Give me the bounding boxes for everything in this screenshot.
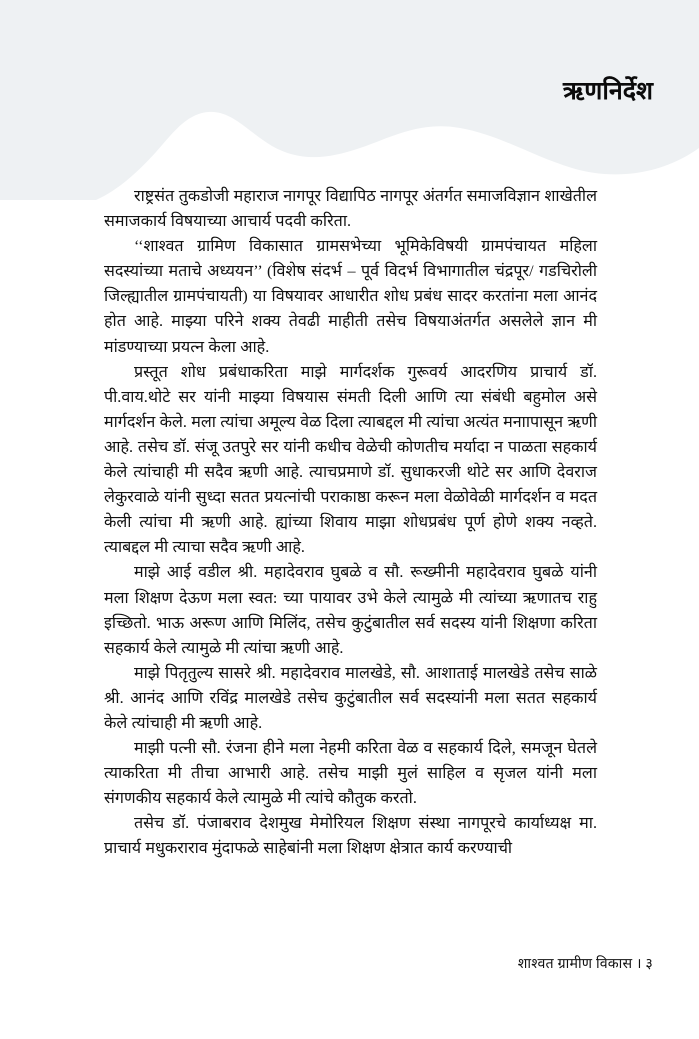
paragraph: तसेच डॉ. पंजाबराव देशमुख मेमोरियल शिक्षण संस्था नागपूरचे कार्याध्यक्ष मा. प्राचार्य मधुकराराव मुंदाफळे साहेबांनी मला शिक्षण क्षेत्रात कार्य करण्याची	[104, 815, 597, 858]
page-footer: शाश्वत ग्रामीण विकास । ३	[517, 956, 653, 972]
body-content	[104, 184, 597, 862]
paragraph: माझे आई वडील श्री. महादेवराव घुबळे व सौ. रूख्मीनी महादेवराव घुबळे यांनी मला शिक्षण देऊण मला स्वत: च्या पायावर उभे केले त्यामुळे मी त्यांच्या ऋणातच राहु इच्छितो. भाऊ अरूण आणि मिलिंद, तसेच कुटुंबातील सर्व सदस्य यांनी शिक्षणा करिता सहकार्य केले त्यामुळे मी त्यांचा ऋणी आहे.	[104, 564, 597, 657]
paragraph: प्रस्तूत शोध प्रबंधाकरिता माझे मार्गदर्शक गुरूवर्य आदरणिय प्राचार्य डॉ. पी.वाय.थोटे सर यांनी माझ्या विषयास संमती दिली आणि त्या संबंधी बहुमोल असे मार्गदर्शन केले. मला त्यांचा अमूल्य वेळ दिला त्याबद्दल मी त्यांचा अत्यंत मनाापासून ऋणी आहे. तसेच डॉ. संजू उतपुरे सर यांनी कधीच वेळेची कोणतीच मर्यादा न पाळता सहकार्य केले त्यांचाही मी सदैव ऋणी आहे. त्याचप्रमाणे डॉ. सुधाकरजी थोटे सर आणि देवराज लेकुरवाळे यांनी सुध्दा सतत प्रयत्नांची पराकाष्ठा करून मला वेळोवेळी मार्गदर्शन व मदत केली त्यांचा मी ऋणी आहे. ह्यांच्या शिवाय माझा शोधप्रबंध पूर्ण होणे शक्य नव्हते. त्याबद्दल मी त्याचा सदैव ऋणी आहे.	[104, 363, 597, 557]
paragraph: माझी पत्नी सौ. रंजना हीने मला नेहमी करिता वेळ व सहकार्य दिले, समजून घेतले त्याकरिता मी तीचा आभारी आहे. तसेच माझी मुलं साहिल व सृजल यांनी मला संगणकीय सहकार्य केले त्यामुळे मी त्यांचे कौतुक करतो.	[104, 740, 597, 808]
paragraph: राष्ट्रसंत तुकडोजी महाराज नागपूर विद्यापिठ नागपूर अंतर्गत समाजविज्ञान शाखेतील समाजकार्य विषयाच्या आचार्य पदवी करिता.	[104, 188, 597, 231]
paragraph: माझे पितृतुल्य सासरे श्री. महादेवराव मालखेडे, सौ. आशाताई मालखेडे तसेच साळे श्री. आनंद आणि रविंद्र मालखेडे तसेच कुटुंबातील सर्व सदस्यांनी मला सतत सहकार्य केले त्यांचाही मी ऋणी आहे.	[104, 664, 597, 732]
paragraph: ‘‘शाश्वत ग्रामिण विकासात ग्रामसभेच्या भूमिकेविषयी ग्रामपंचायत महिला सदस्यांच्या मताचे अध्ययन’’ (विशेष संदर्भ – पूर्व विदर्भ विभागातील चंद्रपूर/ गडचिरोली जिल्ह्यातील ग्रामपंचायती) या विषयावर आधारीत शोध प्रबंध सादर करतांना मला आनंद होत आहे. माझ्या परिने शक्य तेवढी माहीती तसेच विषयाअंतर्गत असलेले ज्ञान मी मांडण्याच्या प्रयत्न केला आहे.	[104, 238, 597, 356]
page-title: ऋणनिर्देश	[562, 77, 653, 105]
